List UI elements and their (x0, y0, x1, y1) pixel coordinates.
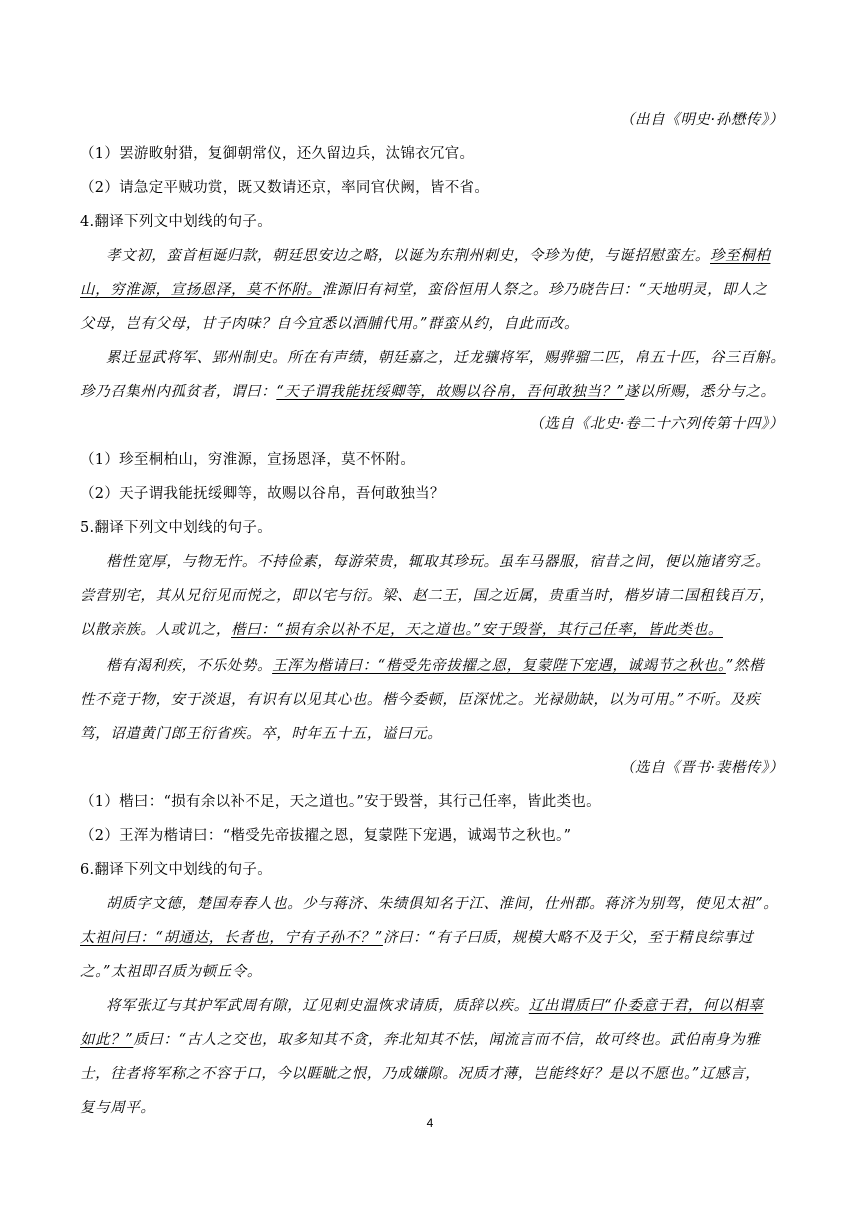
text-span: 济曰：“有子曰质，规模大略不及于父，至于精良综事过 (382, 930, 754, 946)
text-span: 珍乃召集州内孤贫者，谓曰： (80, 384, 277, 400)
text-line: 胡质字文德，楚国寿春人也。少与蒋济、朱绩俱知名于江、淮间，仕州郡。蒋济为别驾，使见太祖”。 (106, 896, 779, 912)
underlined-sentence: 辽出谓质曰“仆委意于君，何以相辜 (528, 998, 764, 1014)
underlined-sentence: 珍至桐柏 (710, 248, 771, 264)
text-line: 楷性宽厚，与物无忤。不持俭素，每游荣贵，辄取其珍玩。虽车马器服，宿昔之间，便以施诸穷乏。 (106, 554, 771, 570)
underlined-sentence: 楷曰：“损有余以补不足，天之道也。”安于毁誉，其行己任率，皆此类也。 (231, 622, 723, 638)
text-line (80, 280, 790, 300)
text-line (106, 246, 786, 266)
underlined-sentence: 如此？” (80, 1032, 134, 1048)
text-line (80, 382, 790, 402)
text-span: ”然楷 (725, 658, 765, 674)
text-line (106, 996, 786, 1016)
text-line: （1）珍至桐柏山，穷淮源，宣扬恩泽，莫不怀附。 (80, 452, 416, 468)
text-line: 之。”太祖即召质为顿丘令。 (80, 964, 262, 980)
text-line: （选自《北史·卷二十六列传第十四》） (529, 416, 784, 432)
page-number: 4 (426, 1116, 434, 1130)
text-line: 尝营别宅，其从兄衍见而悦之，即以宅与衍。梁、赵二王，国之近属，贵重当时，楷岁请二国租钱百万， (80, 588, 775, 604)
text-span: 楷有渴利疾，不乐处势。 (106, 658, 273, 674)
text-line: （选自《晋书·裴楷传》） (619, 760, 784, 776)
text-span: 遂以所赐，悉分与之。 (624, 384, 776, 400)
text-line: 复与周平。 (80, 1100, 156, 1116)
underlined-sentence: “天子谓我能抚绥卿等，故赐以谷帛，吾何敢独当？” (276, 384, 625, 400)
text-line: 4.翻译下列文中划线的句子。 (80, 214, 273, 230)
text-line: （2）请急定平贼功赏，既又数请还京，率同官伏阙，皆不省。 (80, 180, 490, 196)
text-line: （1）楷曰：“损有余以补不足，天之道也。”安于毁誉，其行己任率，皆此类也。 (80, 794, 601, 810)
underlined-sentence: 王浑为楷请曰：“楷受先帝拔擢之恩，复蒙陛下宠遇，诚竭节之秋也。 (272, 658, 726, 674)
underlined-sentence: 太祖问曰：“胡通达，长者也，宁有子孙不？” (80, 930, 383, 946)
text-line: 6.翻译下列文中划线的句子。 (80, 862, 273, 878)
text-line (80, 1030, 790, 1050)
text-line (80, 620, 790, 640)
text-span: 淮源旧有祠堂，蛮俗恒用人祭之。珍乃晓告曰：“天地明灵，即人之 (321, 282, 768, 298)
text-span: 将军张辽与其护军武周有隙，辽见刺史温恢求请质，质辞以疾。 (106, 998, 529, 1014)
text-line: 累迁显武将军、郢州制史。所在有声绩，朝廷嘉之，迁龙骧将军，赐骅骝二匹，帛五十匹，谷三百斛。 (106, 350, 786, 366)
text-line: （2）王浑为楷请曰：“楷受先帝拔擢之恩，复蒙陛下宠遇，诚竭节之秋也。” (80, 828, 572, 844)
text-span: 质曰：“古人之交也，取多知其不贪，奔北知其不怯，闻流言而不信，故可终也。武伯南身为雅 (133, 1032, 761, 1048)
text-line: 士，往者将军称之不容于口，今以睚眦之恨，乃成嫌隙。况质才薄，岂能终好？是以不愿也。”辽感言， (80, 1066, 761, 1082)
underlined-sentence: 山，穷淮源，宣扬恩泽，莫不怀附。 (80, 282, 322, 298)
text-line: 性不竞于物，安于淡退，有识有以见其心也。楷今委顿，臣深忧之。光禄勋缺，以为可用。”不听。及疾 (80, 692, 761, 708)
text-line: 5.翻译下列文中划线的句子。 (80, 520, 273, 536)
text-line: （1）罢游畋射猎，复御朝常仪，还久留边兵，汰锦衣冗官。 (80, 146, 475, 162)
text-span: 孝文初，蛮首桓诞归款，朝廷思安边之略，以诞为东荆州刺史，令珍为使，与诞招慰蛮左。 (106, 248, 710, 264)
text-line: （2）天子谓我能抚绥卿等，故赐以谷帛，吾何敢独当？ (80, 486, 445, 502)
text-line: （出自《明史·孙懋传》） (619, 112, 784, 128)
text-line: 父母，岂有父母，甘子肉味？自今宜悉以酒脯代用。”群蛮从约，自此而改。 (80, 316, 580, 332)
text-line (80, 928, 790, 948)
text-span: 以散亲族。人或讥之， (80, 622, 231, 638)
text-line (106, 656, 786, 676)
text-line: 笃，诏遣黄门郎王衍省疾。卒，时年五十五，谥曰元。 (80, 726, 443, 742)
